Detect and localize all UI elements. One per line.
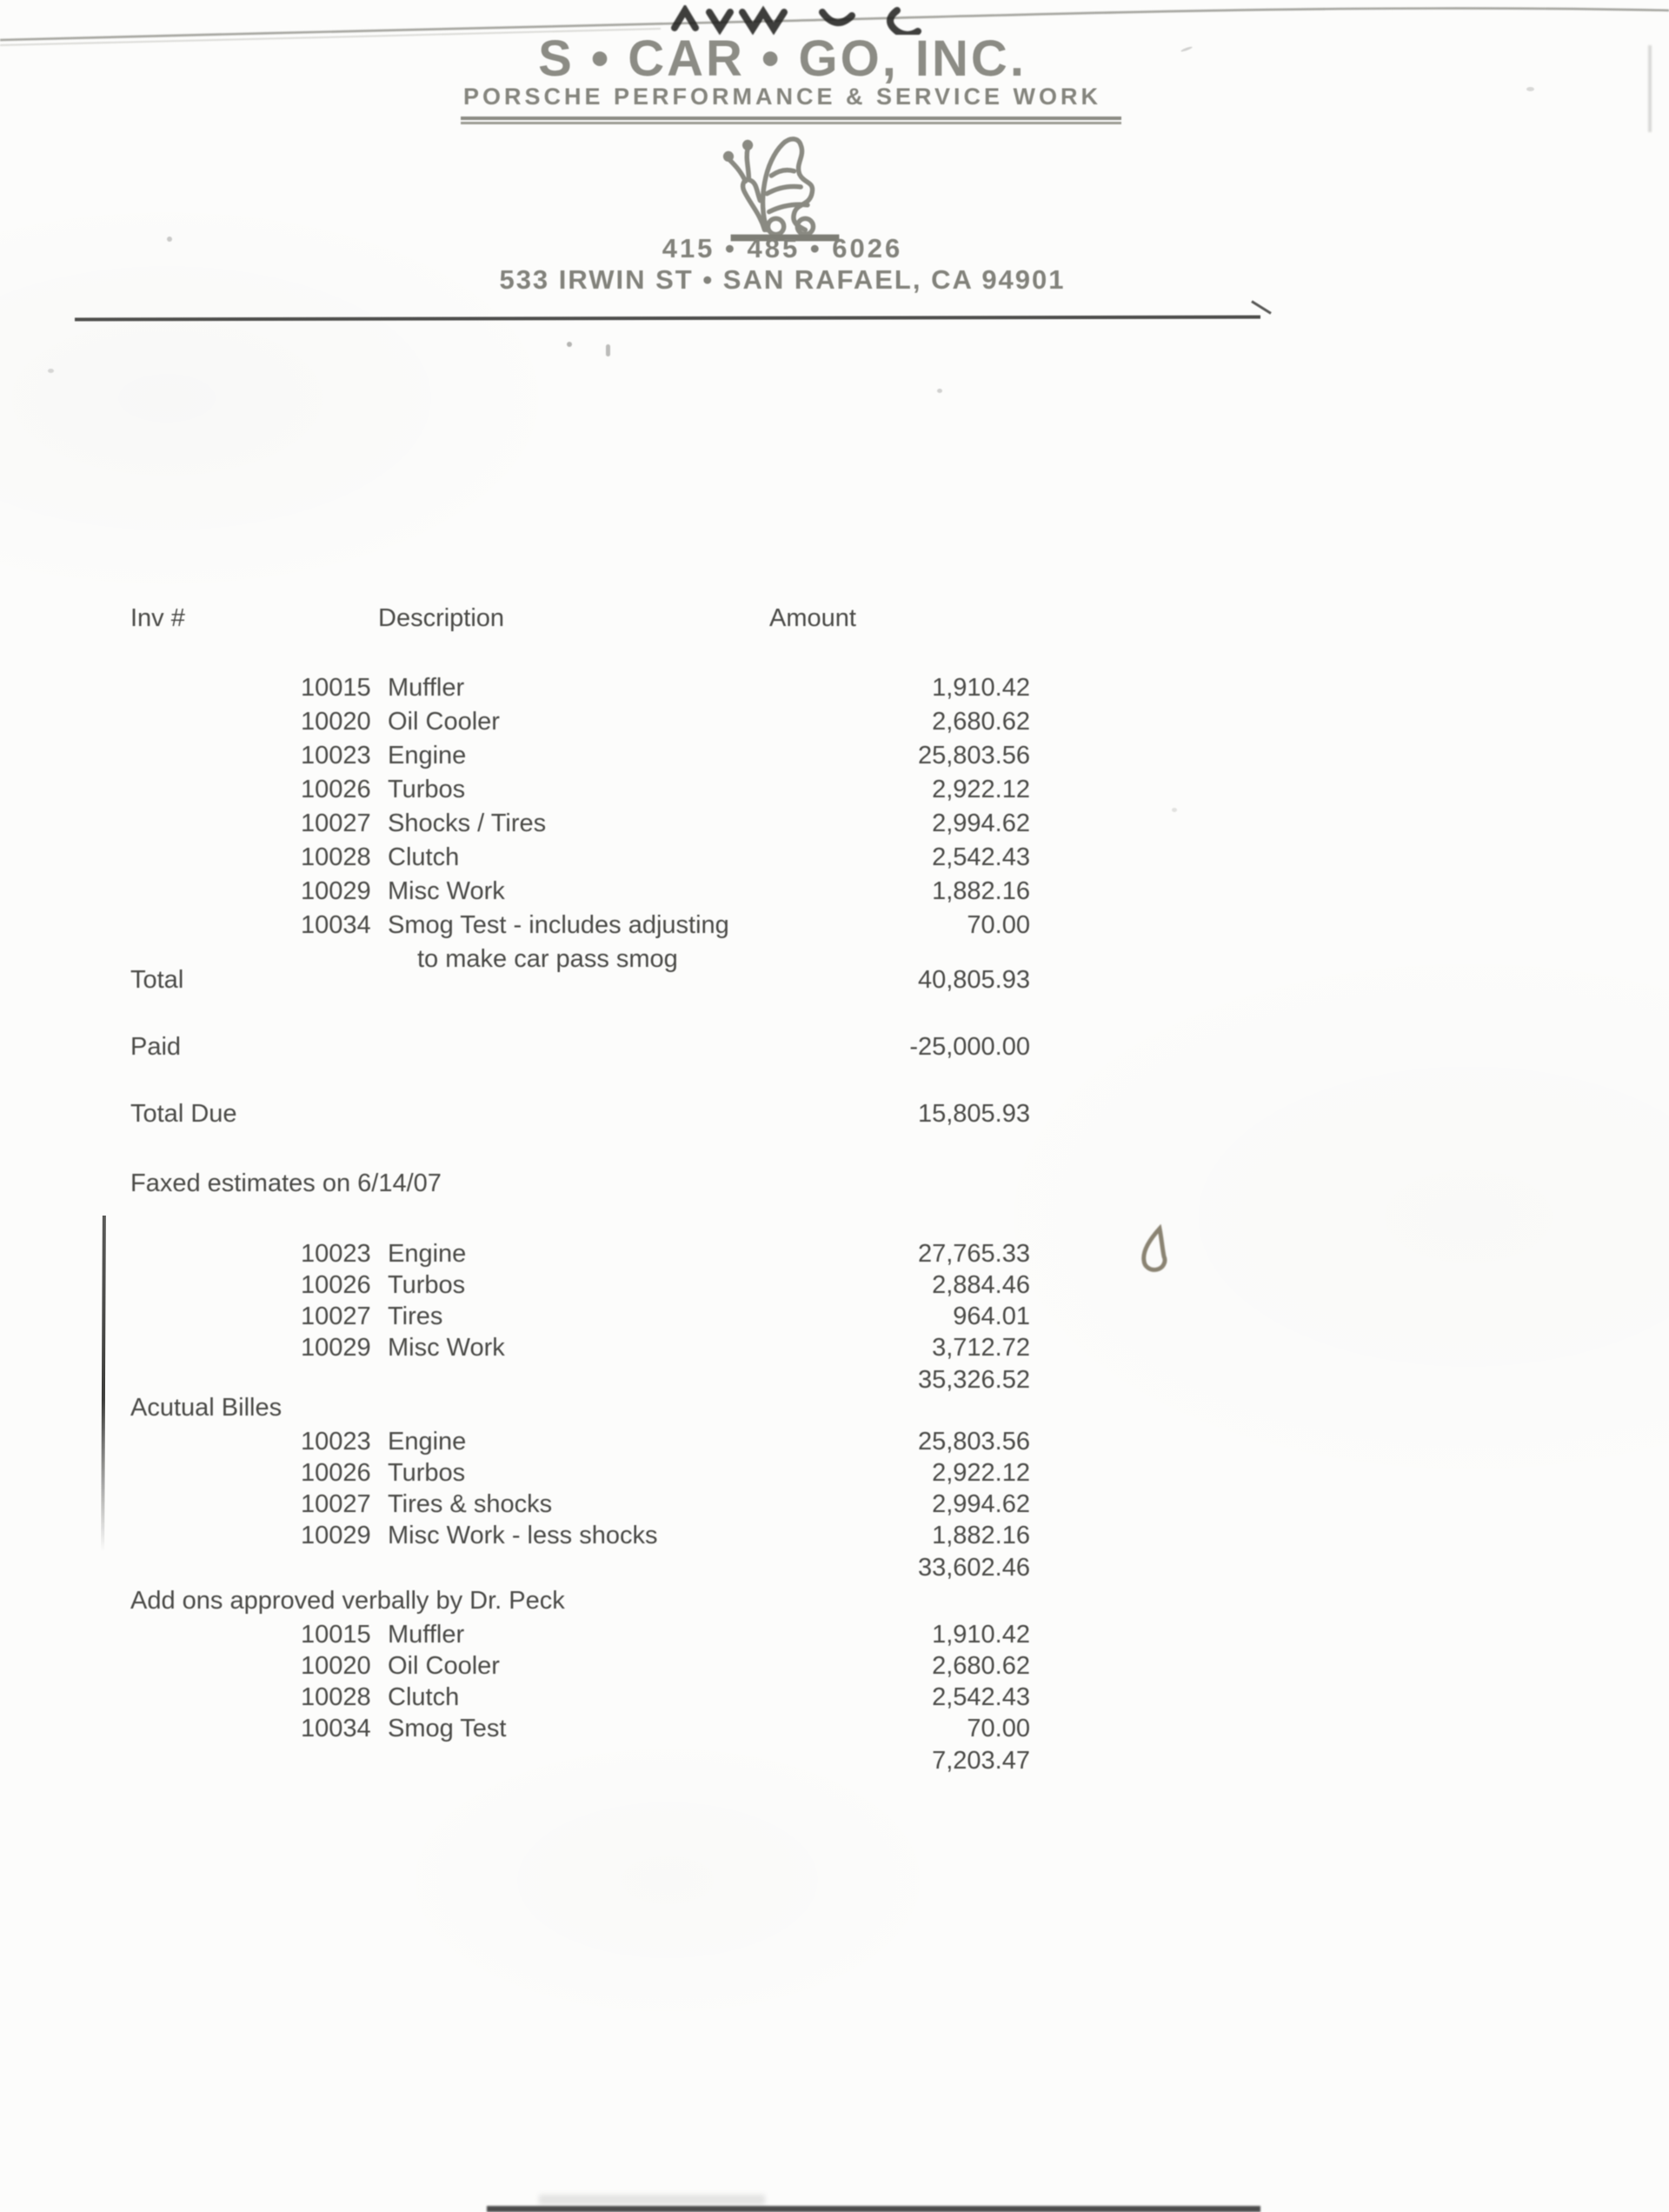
line-description: Turbos — [388, 1459, 466, 1487]
line-description: Engine — [388, 1428, 467, 1456]
line-amount: 3,712.72 — [932, 1334, 1030, 1362]
line-amount: 2,680.62 — [932, 708, 1030, 736]
col-header-description: Description — [378, 604, 505, 632]
line-amount: 1,910.42 — [932, 674, 1030, 702]
invoice-number: 10034 — [301, 1715, 371, 1742]
section-heading: Faxed estimates on 6/14/07 — [130, 1169, 442, 1197]
line-description-text: Engine — [388, 742, 467, 770]
table-row — [0, 671, 1669, 705]
invoice-number: 10023 — [301, 742, 371, 770]
spacer — [301, 1744, 388, 1778]
line-amount: 25,803.56 — [917, 742, 1030, 770]
line-amount: 1,910.42 — [932, 1621, 1030, 1649]
scan-speck — [567, 342, 572, 347]
table-row — [0, 875, 1669, 909]
line-description: Engine — [388, 1240, 467, 1268]
line-description-text: Turbos — [388, 776, 466, 803]
section-heading: Add ons approved verbally by Dr. Peck — [130, 1587, 565, 1615]
section-heading: Acutual Billes — [130, 1394, 283, 1422]
invoice-number: 10029 — [301, 1334, 371, 1362]
line-description-text: Smog Test - includes adjusting — [388, 911, 729, 939]
spacer — [388, 1744, 813, 1778]
line-description-wrap: to make car pass smog — [417, 945, 678, 973]
table-row — [0, 807, 1669, 841]
line-amount: 27,765.33 — [917, 1240, 1030, 1268]
invoice-number: 10020 — [301, 708, 371, 736]
line-description — [388, 773, 813, 807]
invoice-number: 10027 — [301, 1303, 371, 1330]
line-amount: 2,542.43 — [932, 843, 1030, 871]
total-row — [0, 963, 1669, 997]
total-due-amount: 15,805.93 — [917, 1100, 1030, 1128]
line-amount: 1,882.16 — [932, 1522, 1030, 1549]
paid-label: Paid — [130, 1033, 182, 1061]
header-separator-rule — [75, 316, 1260, 322]
section-subtotal: 33,602.46 — [917, 1554, 1030, 1582]
spacer — [388, 1551, 813, 1585]
paid-amount: -25,000.00 — [909, 1033, 1030, 1061]
table-row — [0, 1238, 1669, 1269]
spacer — [301, 1551, 388, 1585]
phone-number: 415 • 485 • 6026 — [662, 233, 903, 263]
line-description-text: Clutch — [388, 843, 460, 871]
invoice-number: 10027 — [301, 810, 371, 837]
rule-tick-artifact — [1251, 300, 1272, 314]
table-row — [0, 1426, 1669, 1457]
col-header-inv: Inv # — [130, 604, 185, 632]
paid-row — [0, 1030, 1669, 1064]
line-description: Smog Test — [388, 1715, 507, 1742]
table-row — [0, 1713, 1669, 1744]
table-row — [0, 1489, 1669, 1520]
invoice-number: 10027 — [301, 1490, 371, 1518]
line-amount: 2,884.46 — [932, 1271, 1030, 1299]
scan-speck — [48, 369, 54, 373]
line-amount: 1,882.16 — [932, 877, 1030, 905]
invoice-number: 10015 — [301, 1621, 371, 1649]
scan-edge-streak — [1648, 45, 1652, 132]
subtotal-row — [0, 1744, 1669, 1778]
table-header-row — [0, 604, 1669, 639]
invoice-number: 10029 — [301, 877, 371, 905]
invoice-number: 10028 — [301, 1683, 371, 1711]
line-description — [388, 875, 813, 909]
invoice-number: 10015 — [301, 674, 371, 702]
total-due-label: Total Due — [130, 1100, 237, 1128]
line-description: Misc Work - less shocks — [388, 1522, 658, 1549]
line-description — [388, 841, 813, 875]
line-description-text: Misc Work — [388, 877, 505, 905]
line-amount: 2,994.62 — [932, 810, 1030, 837]
scan-speck — [1526, 87, 1534, 91]
invoice-number: 10023 — [301, 1240, 371, 1268]
faxed-estimates-rows — [0, 1238, 1669, 1363]
invoice-number: 10026 — [301, 776, 371, 803]
scan-smudge-artifact — [539, 2195, 765, 2205]
line-amount: 964.01 — [953, 1303, 1030, 1330]
invoice-number: 10026 — [301, 1459, 371, 1487]
scan-edge-bar-artifact — [487, 2206, 1260, 2212]
line-description: Misc Work — [388, 1334, 505, 1362]
actual-bills-section — [0, 1391, 1669, 1585]
line-description: Muffler — [388, 1621, 465, 1649]
table-row — [0, 1457, 1669, 1489]
invoice-number: 10029 — [301, 1522, 371, 1549]
invoice-number: 10034 — [301, 911, 371, 939]
snail-logo — [702, 130, 868, 243]
line-amount: 2,680.62 — [932, 1652, 1030, 1680]
total-due-row — [0, 1097, 1669, 1131]
header-double-rule — [461, 117, 1121, 125]
line-description: Turbos — [388, 1271, 466, 1299]
line-description — [388, 739, 813, 773]
line-amount: 25,803.56 — [917, 1428, 1030, 1456]
add-ons-section — [0, 1584, 1669, 1778]
faxed-estimates-section — [0, 1167, 1669, 1397]
table-row — [0, 773, 1669, 807]
invoice-number: 10020 — [301, 1652, 371, 1680]
line-description: Clutch — [388, 1683, 460, 1711]
line-description — [388, 807, 813, 841]
section-subtotal: 7,203.47 — [932, 1747, 1030, 1775]
line-amount: 2,994.62 — [932, 1490, 1030, 1518]
line-amount: 2,542.43 — [932, 1683, 1030, 1711]
line-description-text: Shocks / Tires — [388, 810, 547, 837]
total-label: Total — [130, 966, 184, 994]
line-description: Oil Cooler — [388, 1652, 500, 1680]
company-name: S • CAR • GO, INC. — [538, 30, 1027, 87]
invoice-line-items — [0, 671, 1669, 976]
scan-speck — [937, 389, 942, 393]
table-row — [0, 1269, 1669, 1301]
table-row — [0, 1520, 1669, 1551]
line-amount: 2,922.12 — [932, 776, 1030, 803]
invoice-number: 10028 — [301, 843, 371, 871]
section-subtotal: 35,326.52 — [917, 1366, 1030, 1394]
add-ons-rows — [0, 1619, 1669, 1744]
table-row — [0, 739, 1669, 773]
table-row — [0, 841, 1669, 875]
scan-speck — [606, 344, 610, 356]
line-description-text: Oil Cooler — [388, 708, 500, 736]
company-tagline: PORSCHE PERFORMANCE & SERVICE WORK — [462, 83, 1102, 110]
table-row — [0, 1619, 1669, 1650]
line-description — [388, 705, 813, 739]
scan-speck — [167, 237, 172, 242]
line-amount: 70.00 — [967, 1715, 1030, 1742]
table-row — [0, 1301, 1669, 1332]
line-amount: 2,922.12 — [932, 1459, 1030, 1487]
ink-blot-artifact — [1135, 1224, 1174, 1276]
line-amount: 70.00 — [967, 911, 1030, 939]
line-description — [388, 671, 813, 705]
table-row — [0, 1650, 1669, 1682]
line-description-text: Muffler — [388, 674, 465, 702]
col-header-amount: Amount — [769, 604, 856, 632]
line-description: Tires & shocks — [388, 1490, 553, 1518]
table-row — [0, 1682, 1669, 1713]
subtotal-row — [0, 1551, 1669, 1585]
line-description: Tires — [388, 1303, 443, 1330]
table-row — [0, 705, 1669, 739]
actual-bills-rows — [0, 1426, 1669, 1551]
scan-speck — [1172, 808, 1177, 812]
total-amount: 40,805.93 — [917, 966, 1030, 994]
street-address: 533 IRWIN ST • SAN RAFAEL, CA 94901 — [499, 264, 1066, 295]
invoice-number: 10023 — [301, 1428, 371, 1456]
invoice-number: 10026 — [301, 1271, 371, 1299]
table-row — [0, 1332, 1669, 1363]
